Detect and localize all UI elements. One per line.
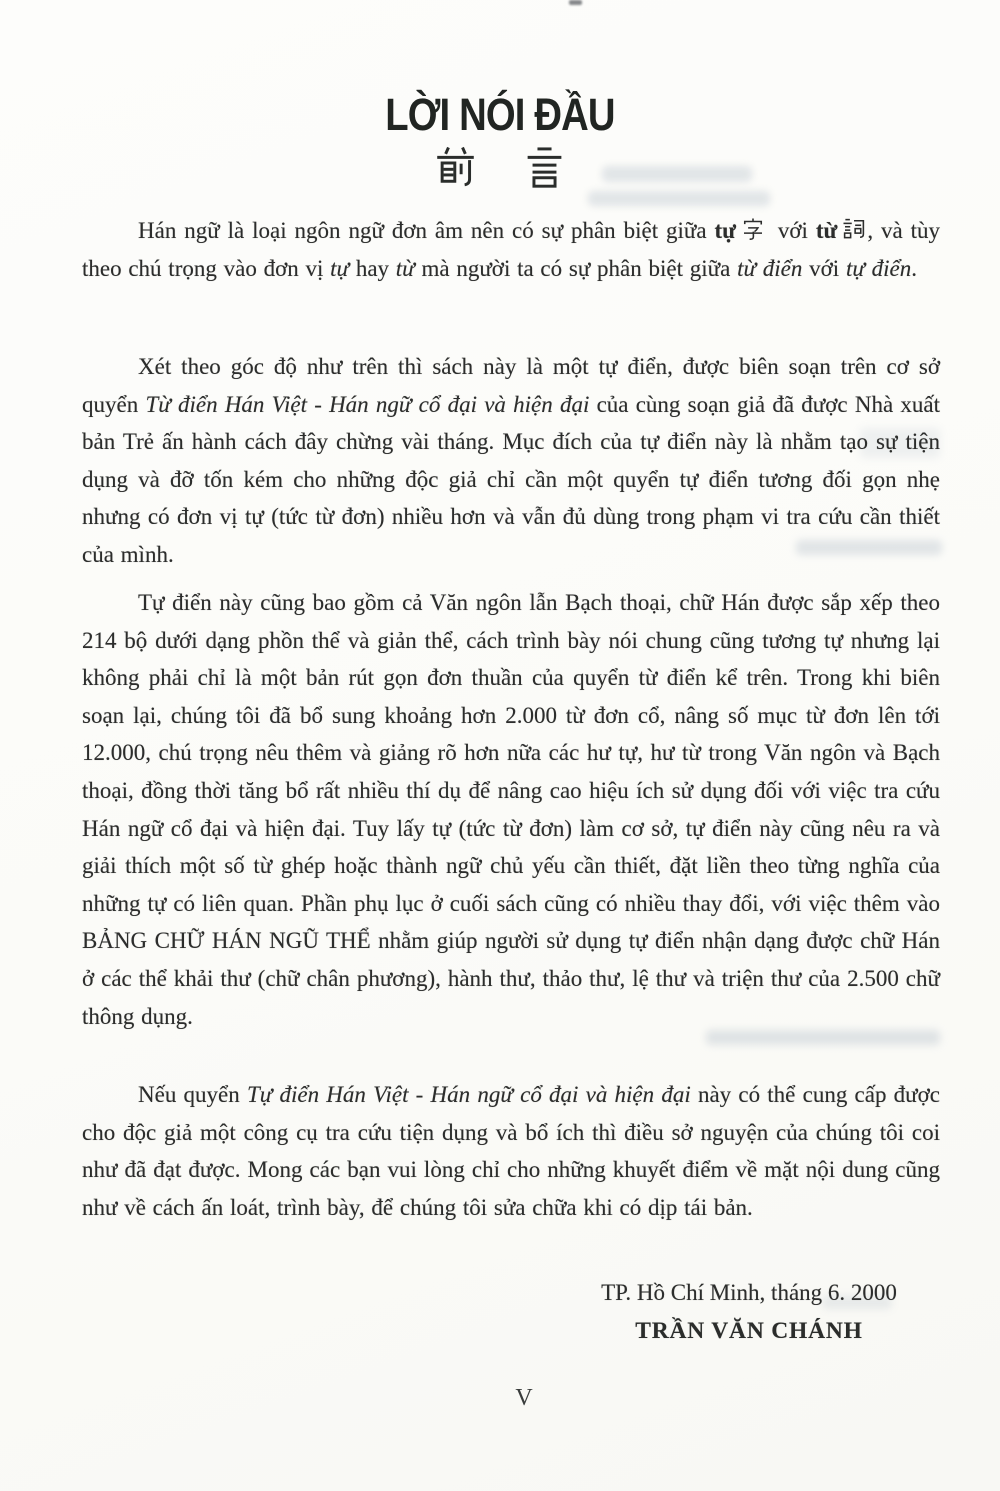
paragraph-2 bbox=[82, 348, 940, 574]
scan-speck bbox=[569, 0, 582, 5]
page-number: V bbox=[515, 1385, 533, 1411]
signature-block bbox=[560, 1278, 938, 1346]
text-run: Xét theo góc độ như trên thì sách này là một tự điển, được biên soạn trên cơ sở quyển bbox=[82, 354, 940, 417]
text-run: Nếu quyển bbox=[138, 1082, 247, 1107]
italic-term: tự bbox=[330, 255, 350, 281]
page-title-text: LỜI NÓI ĐẦU bbox=[385, 89, 615, 140]
italic-term: từ điển bbox=[737, 255, 803, 281]
cjk-yan-character-icon bbox=[522, 144, 567, 189]
text-run: của cùng soạn giả đã được Nhà xuất bản Trẻ ấn hành cách đây chừng vài tháng. Mục đích của tự điển này là nhằm tạo sự tiện dụng và đỡ tốn kém cho những độc giả chỉ cần một quyển tự điển tương đối gọn nhẹ nhưng có đơn vị tự (tức từ đơn) nhiều hơn và vẫn đủ dùng trong phạm vi tra cứu cần thiết của mình. bbox=[82, 391, 940, 567]
cjk-qian-character-icon bbox=[433, 144, 478, 189]
book-title-italic: Tự điển Hán Việt - Hán ngữ cổ đại và hiện đại bbox=[246, 1082, 691, 1107]
text-run: Hán ngữ là loại ngôn ngữ đơn âm nên có sự phân biệt giữa bbox=[138, 218, 715, 243]
cjk-ci-character-icon bbox=[842, 217, 866, 241]
paragraph-4 bbox=[82, 1076, 940, 1226]
bold-term-tu: tự bbox=[714, 218, 736, 243]
text-run: hay bbox=[349, 255, 396, 281]
bold-term-tu2: từ bbox=[815, 218, 838, 243]
text-run: với bbox=[802, 255, 846, 281]
paragraph-3 bbox=[82, 584, 940, 1035]
signature-author: TRẦN VĂN CHÁNH bbox=[635, 1318, 863, 1344]
signature-place-date: TP. Hồ Chí Minh, tháng 6. 2000 bbox=[601, 1280, 897, 1305]
paragraph-1 bbox=[82, 212, 940, 287]
text-run: với bbox=[769, 218, 816, 243]
cjk-subtitle bbox=[0, 144, 1000, 189]
italic-term: tự điển bbox=[845, 255, 912, 281]
text-run: . bbox=[911, 255, 917, 281]
scan-artifact bbox=[588, 191, 770, 206]
text-run: Tự điển này cũng bao gồm cả Văn ngôn lẫn Bạch thoại, chữ Hán được sắp xếp theo 214 bộ dưới dạng phồn thể và giản thể, cách trình bày nói chung cũng tương tự nhưng lại không phải chỉ là một bản rút gọn đơn thuần của quyển từ điển kể trên. Trong khi biên soạn lại, chúng tôi đã bổ sung khoảng hơn 2.000 từ đơn cổ, nâng số mục từ đơn lên tới 12.000, chú trọng nêu thêm và giảng rõ hơn nữa các hư tự, hư từ trong Văn ngôn và Bạch thoại, đồng thời tăng bổ rất nhiều thí dụ để nâng cao hiệu ích sử dụng đối với việc tra cứu Hán ngữ cổ đại và hiện đại. Tuy lấy tự (tức từ đơn) làm cơ sở, tự điển này cũng nêu ra và giải thích một số từ ghép hoặc thành ngữ chủ yếu cần thiết, đặt liền theo từng nghĩa của những tự có liên quan. Phần phụ lục ở cuối sách cũng có nhiều thay đổi, với việc thêm vào BẢNG CHỮ HÁN NGŨ THỂ nhằm giúp người sử dụng tự điển nhận dạng được chữ Hán ở các thể khải thư (chữ chân phương), hành thư, thảo thư, lệ thư và triện thư của 2.500 chữ thông dụng. bbox=[82, 590, 940, 1029]
page-title bbox=[0, 89, 1000, 140]
cjk-zi-character-icon bbox=[741, 217, 765, 241]
text-run: mà người ta có sự phân biệt giữa bbox=[414, 255, 738, 281]
text-run: này có thể cung cấp được cho độc giả một công cụ tra cứu tiện dụng và bổ ích thì điều sở nguyện của chúng tôi coi như đã đạt được. Mong các bạn vui lòng chỉ cho những khuyết điểm về mặt nội dung cũng như về cách ấn loát, trình bày, để chúng tôi sửa chữa khi có dịp tái bản. bbox=[82, 1082, 940, 1220]
text-run: , và tùy theo chú trọng vào đơn vị bbox=[82, 218, 940, 281]
book-title-italic: Từ điển Hán Việt - Hán ngữ cổ đại và hiện đại bbox=[145, 391, 590, 417]
italic-term: từ bbox=[395, 255, 415, 281]
